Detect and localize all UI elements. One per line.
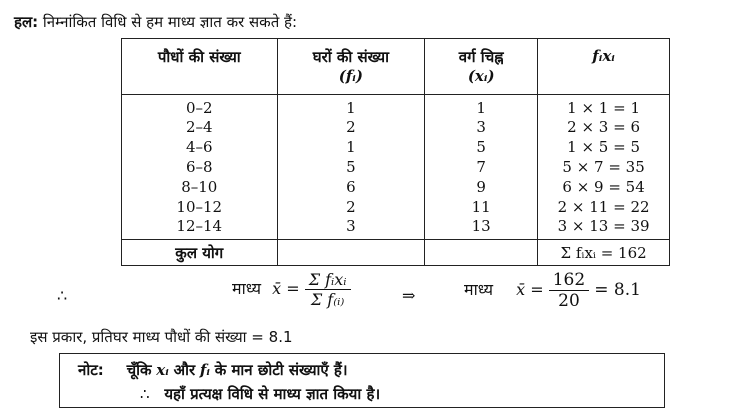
mean-word: माध्य — [232, 279, 262, 298]
note-therefore: ∴ — [140, 385, 150, 403]
footer-empty-2 — [425, 240, 538, 266]
cell-product: 6 × 9 = 54 — [538, 177, 670, 197]
table-row — [122, 95, 670, 118]
mean-computation — [464, 270, 641, 311]
cell-class-mark: 5 — [425, 137, 538, 157]
mean-word-2: माध्य — [464, 280, 494, 299]
result-statement: इस प्रकार, प्रतिघर माध्य पौधों की संख्या = 8.1 — [30, 328, 293, 346]
xbar-2: x̄ = — [516, 280, 544, 299]
cell-class-mark: 3 — [425, 117, 538, 137]
header-plants: पौधों की संख्या — [122, 39, 278, 95]
footer-label: कुल योग — [122, 240, 278, 266]
note-label: नोट: — [78, 361, 104, 379]
note-f: fᵢ — [199, 361, 210, 379]
cell-class-mark: 11 — [425, 197, 538, 217]
table-row — [122, 197, 670, 217]
solution-label: हल: — [14, 13, 39, 31]
mean-result: = 8.1 — [594, 280, 641, 300]
cell-frequency: 3 — [277, 217, 425, 240]
mean-numerator: Σ fᵢxᵢ — [305, 270, 351, 290]
note-line2-text: यहाँ प्रत्यक्ष विधि से माध्य ज्ञात किया है। — [164, 385, 381, 403]
table-row — [122, 117, 670, 137]
note-line1-rest: के मान छोटी संख्याएँ हैं। — [214, 361, 348, 379]
cell-product: 5 × 7 = 35 — [538, 157, 670, 177]
frequency-table — [121, 38, 670, 266]
mean-formula — [232, 270, 351, 309]
value-fraction — [549, 270, 589, 311]
cell-frequency: 5 — [277, 157, 425, 177]
footer-empty-1 — [277, 240, 425, 266]
cell-class-interval: 8–10 — [122, 177, 278, 197]
mean-fraction — [305, 270, 351, 309]
mean-denominator: Σ f₍ᵢ₎ — [310, 290, 345, 309]
cell-frequency: 2 — [277, 197, 425, 217]
table-row — [122, 177, 670, 197]
header-fx: fᵢxᵢ — [538, 39, 670, 95]
note-since: चूँकि — [126, 361, 152, 379]
cell-product: 3 × 13 = 39 — [538, 217, 670, 240]
table-row — [122, 217, 670, 240]
cell-frequency: 6 — [277, 177, 425, 197]
note-line-2 — [140, 384, 380, 404]
value-denominator: 20 — [558, 291, 580, 311]
cell-class-interval: 4–6 — [122, 137, 278, 157]
cell-class-interval: 12–14 — [122, 217, 278, 240]
footer-sum: Σ fᵢxᵢ = 162 — [538, 240, 670, 266]
cell-product: 1 × 1 = 1 — [538, 95, 670, 118]
implies-arrow: ⇒ — [402, 286, 416, 305]
cell-product: 2 × 3 = 6 — [538, 117, 670, 137]
table-footer-row — [122, 240, 670, 266]
cell-frequency: 1 — [277, 95, 425, 118]
note-line-1 — [78, 360, 348, 380]
cell-product: 1 × 5 = 5 — [538, 137, 670, 157]
cell-frequency: 1 — [277, 137, 425, 157]
table-row — [122, 137, 670, 157]
cell-product: 2 × 11 = 22 — [538, 197, 670, 217]
note-and: और — [173, 361, 196, 379]
header-class-mark: वर्ग चिह्न (xᵢ) — [425, 39, 538, 95]
cell-class-interval: 2–4 — [122, 117, 278, 137]
note-x: xᵢ — [156, 361, 169, 379]
xbar: x̄ = — [272, 279, 300, 298]
table-row — [122, 157, 670, 177]
cell-frequency: 2 — [277, 117, 425, 137]
cell-class-mark: 9 — [425, 177, 538, 197]
solution-intro — [14, 12, 297, 32]
note-box — [59, 353, 665, 408]
cell-class-interval: 10–12 — [122, 197, 278, 217]
value-numerator: 162 — [549, 270, 589, 291]
header-houses: घरों की संख्या (fᵢ) — [277, 39, 425, 95]
cell-class-mark: 7 — [425, 157, 538, 177]
therefore-symbol: ∴ — [57, 286, 68, 305]
cell-class-interval: 0–2 — [122, 95, 278, 118]
cell-class-mark: 13 — [425, 217, 538, 240]
cell-class-mark: 1 — [425, 95, 538, 118]
table-header-row — [122, 39, 670, 95]
solution-intro-text: निम्नांकित विधि से हम माध्य ज्ञात कर सकते हैं: — [42, 13, 298, 31]
cell-class-interval: 6–8 — [122, 157, 278, 177]
